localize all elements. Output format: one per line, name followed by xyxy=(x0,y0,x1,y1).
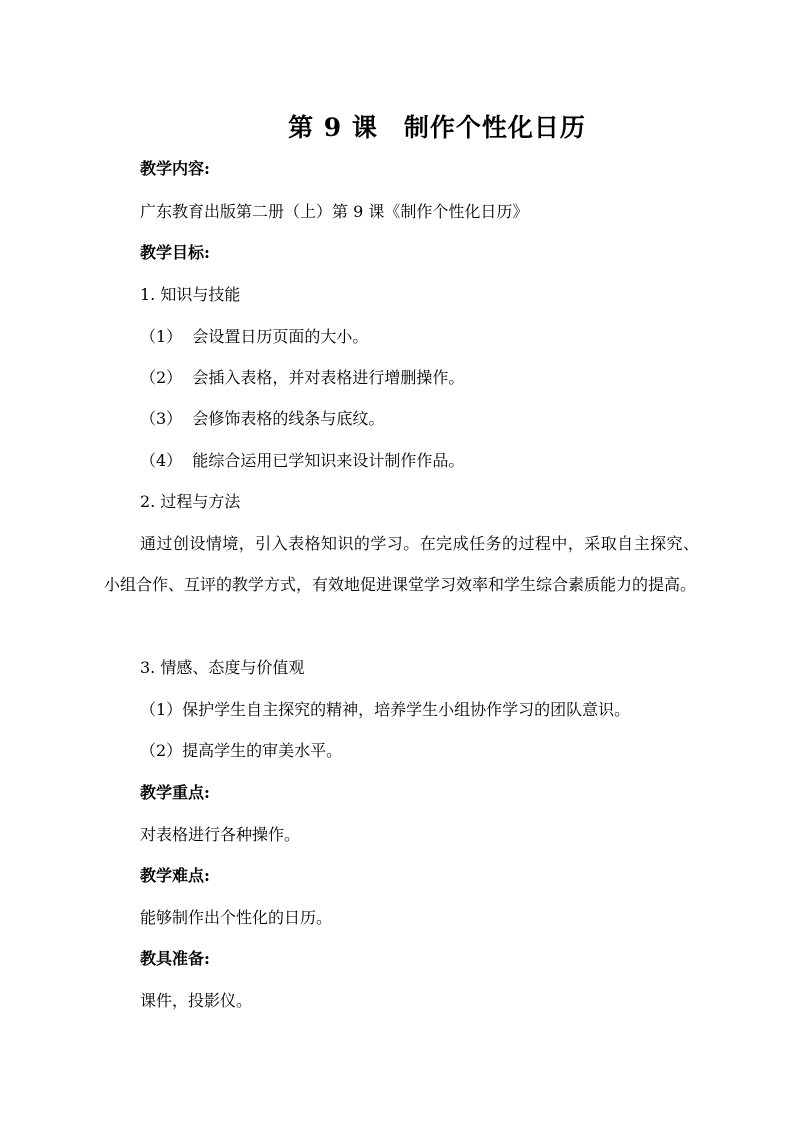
goal1-item-2: （2） 会插入表格，并对表格进行增删操作。 xyxy=(140,368,465,387)
tools-text: 课件，投影仪。 xyxy=(140,991,253,1010)
goal3-item-1: （1）保护学生自主探究的精神，培养学生小组协作学习的团队意识。 xyxy=(140,700,631,719)
content-text: 广东教育出版第二册（上）第 9 课《制作个性化日历》 xyxy=(140,202,529,221)
goal1-item-1: （1） 会设置日历页面的大小。 xyxy=(140,327,369,346)
tools-heading: 教具准备: xyxy=(140,949,210,968)
goal1-heading: 1. 知识与技能 xyxy=(140,285,241,304)
goal3-heading: 3. 情感、态度与价值观 xyxy=(140,658,305,677)
goal1-item-4: （4） 能综合运用已学知识来设计制作作品。 xyxy=(140,451,465,470)
difficulty-heading: 教学难点: xyxy=(140,866,210,885)
key-text: 对表格进行各种操作。 xyxy=(140,825,301,844)
page-title: 第 9 课 制作个性化日历 xyxy=(288,113,586,142)
goals-heading: 教学目标: xyxy=(140,243,210,262)
difficulty-text: 能够制作出个性化的日历。 xyxy=(140,908,333,927)
goal2-paragraph: 通过创设情境，引入表格知识的学习。在完成任务的过程中，采取自主探究、小组合作、互评的教学方式，有效地促进课堂学习效率和学生综合素质能力的提高。 xyxy=(104,534,699,594)
goal1-item-3: （3） 会修饰表格的线条与底纹。 xyxy=(140,409,385,428)
content-heading: 教学内容: xyxy=(140,159,210,178)
key-heading: 教学重点: xyxy=(140,783,210,802)
goal3-item-2: （2）提高学生的审美水平。 xyxy=(140,741,343,760)
goal2-heading: 2. 过程与方法 xyxy=(140,492,241,511)
